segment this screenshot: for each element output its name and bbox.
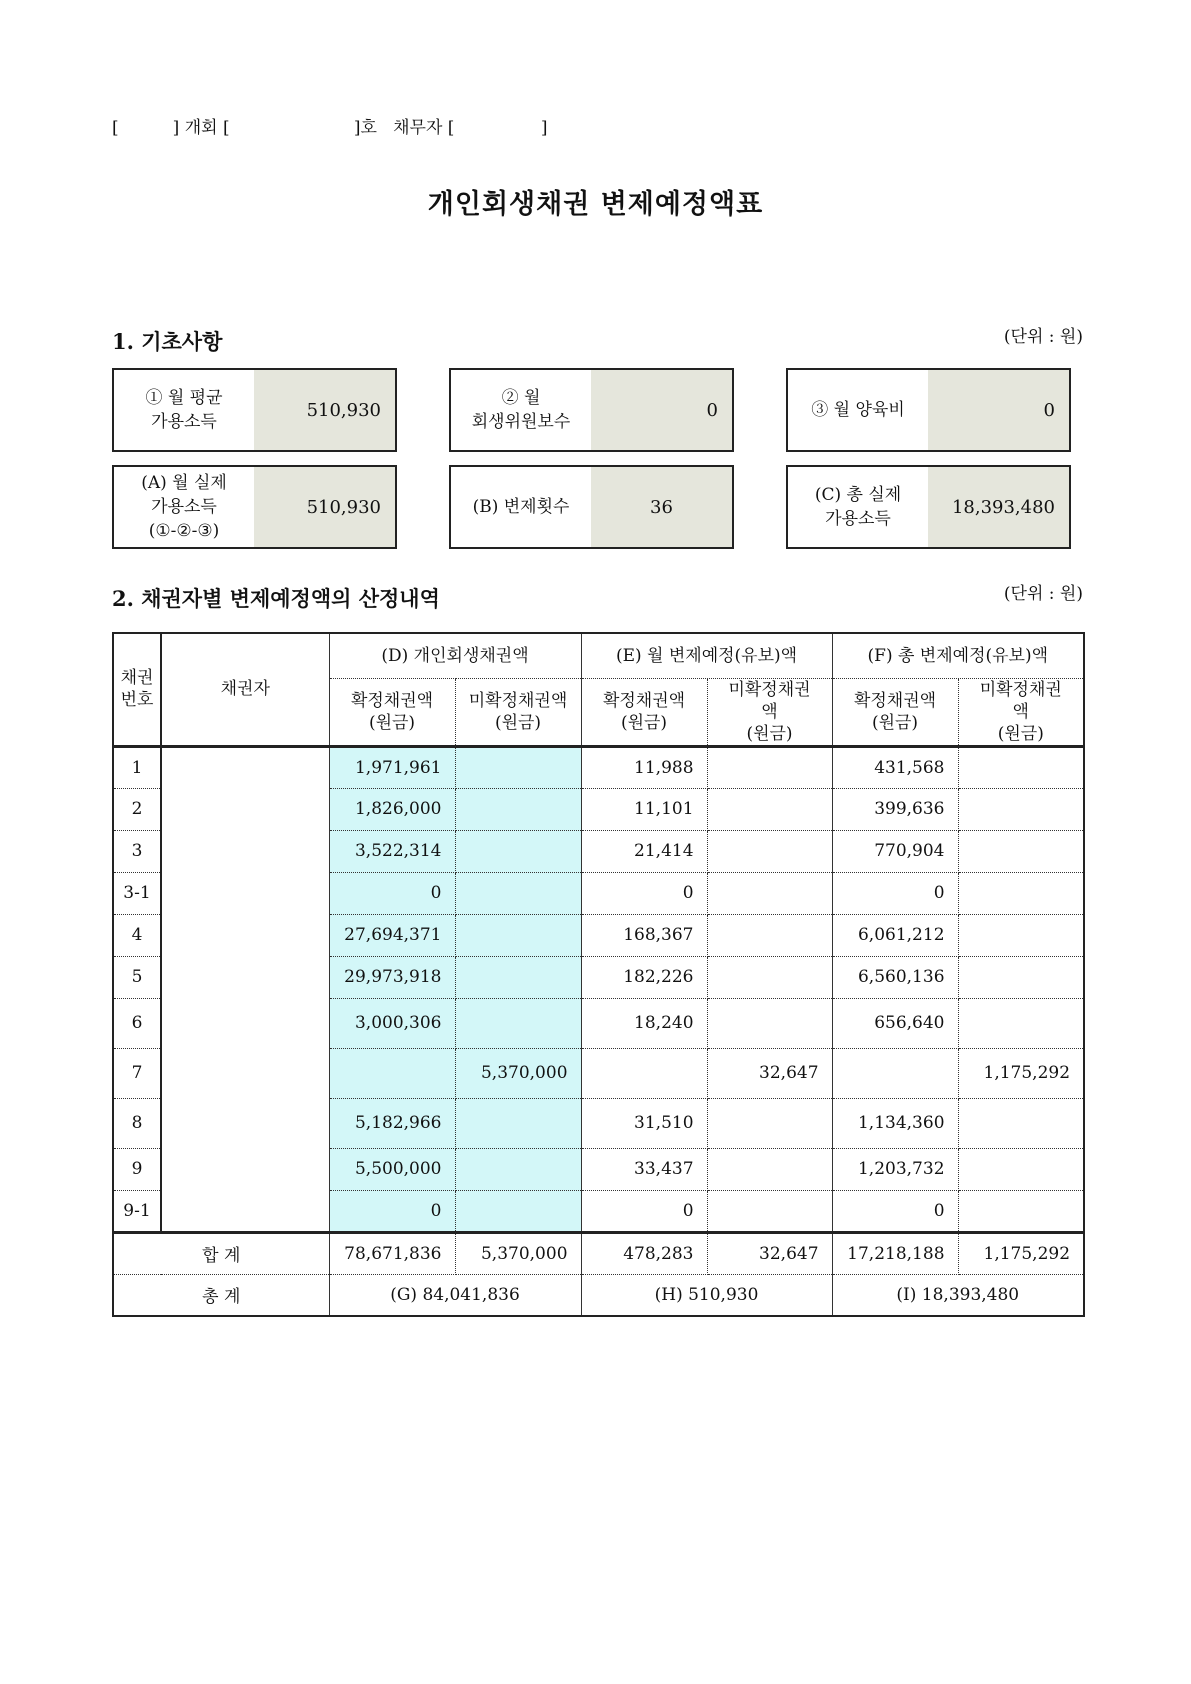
cell-d-unconfirmed [455,872,581,914]
cell-f-unconfirmed [958,1148,1084,1190]
box-value: 0 [928,370,1069,450]
total-label: 총 계 [113,1274,329,1316]
box-child-support [786,368,1071,452]
header-f-unconfirmed: 미확정채권액 (원금) [958,678,1084,746]
box-value: 0 [591,370,732,450]
total-h: (H) 510,930 [581,1274,832,1316]
cell-d-confirmed: 3,000,306 [329,998,455,1048]
box-monthly-avg-income [112,368,397,452]
cell-f-confirmed: 6,061,212 [832,914,958,956]
cell-e-confirmed: 31,510 [581,1098,707,1148]
cell-e-confirmed: 0 [581,872,707,914]
cell-f-confirmed: 1,203,732 [832,1148,958,1190]
cell-f-unconfirmed [958,830,1084,872]
header-e-confirmed: 확정채권액 (원금) [581,678,707,746]
header-no: 채권 번호 [113,633,161,746]
cell-f-confirmed: 1,134,360 [832,1098,958,1148]
cell-e-unconfirmed: 32,647 [707,1048,832,1098]
cell-f-confirmed: 399,636 [832,788,958,830]
cell-no: 4 [113,914,161,956]
section2-title: 2. 채권자별 변제예정액의 산정내역 [112,586,440,611]
cell-f-unconfirmed [958,788,1084,830]
section1-unit: (단위 : 원) [1003,327,1083,347]
box-value: 510,930 [254,370,395,450]
box-repayment-count [449,465,734,549]
box-value: 36 [591,467,732,547]
cell-e-unconfirmed [707,998,832,1048]
cell-d-unconfirmed [455,830,581,872]
header-d-confirmed: 확정채권액 (원금) [329,678,455,746]
cell-f-confirmed: 0 [832,1190,958,1232]
cell-d-confirmed [329,1048,455,1098]
table-row [113,746,1084,788]
cell-d-unconfirmed [455,956,581,998]
box-label: ③ 월 양육비 [811,400,905,420]
cell-e-unconfirmed [707,1098,832,1148]
cell-d-unconfirmed [455,1098,581,1148]
cell-e-confirmed [581,1048,707,1098]
cell-f-confirmed: 656,640 [832,998,958,1048]
total-g: (G) 84,041,836 [329,1274,581,1316]
cell-e-unconfirmed [707,830,832,872]
section1-title: 1. 기초사항 [112,329,223,354]
cell-d-unconfirmed [455,788,581,830]
cell-f-unconfirmed [958,872,1084,914]
cell-d-confirmed: 5,500,000 [329,1148,455,1190]
cell-f-unconfirmed: 1,175,292 [958,1048,1084,1098]
cell-f-confirmed: 431,568 [832,746,958,788]
box-label: ① 월 평균 가용소득 [145,388,223,432]
cell-d-confirmed: 1,971,961 [329,746,455,788]
cell-e-confirmed: 0 [581,1190,707,1232]
cell-e-unconfirmed [707,956,832,998]
cell-e-unconfirmed [707,746,832,788]
cell-f-unconfirmed [958,998,1084,1048]
sum-f-confirmed: 17,218,188 [832,1232,958,1274]
cell-f-unconfirmed [958,1190,1084,1232]
box-trustee-fee [449,368,734,452]
box-value: 18,393,480 [928,467,1069,547]
document-title: 개인회생채권 변제예정액표 [427,189,764,220]
sum-f-unconfirmed: 1,175,292 [958,1232,1084,1274]
cell-f-confirmed: 6,560,136 [832,956,958,998]
cell-no: 6 [113,998,161,1048]
header-d: (D) 개인회생채권액 [329,633,581,678]
cell-f-unconfirmed [958,956,1084,998]
cell-f-confirmed: 0 [832,872,958,914]
header-d-unconfirmed: 미확정채권액 (원금) [455,678,581,746]
cell-d-confirmed: 27,694,371 [329,914,455,956]
box-actual-monthly-income [112,465,397,549]
cell-e-confirmed: 182,226 [581,956,707,998]
cell-f-confirmed: 770,904 [832,830,958,872]
cell-d-confirmed: 3,522,314 [329,830,455,872]
cell-no: 1 [113,746,161,788]
header-creditor: 채권자 [161,633,329,746]
cell-no: 7 [113,1048,161,1098]
sum-row [113,1232,1084,1274]
cell-e-unconfirmed [707,872,832,914]
cell-f-unconfirmed [958,1098,1084,1148]
sum-e-confirmed: 478,283 [581,1232,707,1274]
cell-e-confirmed: 33,437 [581,1148,707,1190]
case-header-line: [ ] 개회 [ ]호 채무자 [ ] [112,118,548,138]
cell-e-confirmed: 11,101 [581,788,707,830]
box-label: ② 월 회생위원보수 [471,388,571,432]
cell-d-unconfirmed [455,746,581,788]
cell-f-unconfirmed [958,746,1084,788]
total-row [113,1274,1084,1316]
cell-f-unconfirmed [958,914,1084,956]
sum-d-confirmed: 78,671,836 [329,1232,455,1274]
header-f: (F) 총 변제예정(유보)액 [832,633,1084,678]
header-f-confirmed: 확정채권액 (원금) [832,678,958,746]
box-label: (C) 총 실제 가용소득 [814,485,902,529]
box-label: (A) 월 실제 가용소득 (①-②-③) [141,473,227,541]
cell-no: 9-1 [113,1190,161,1232]
box-value: 510,930 [254,467,395,547]
cell-no: 9 [113,1148,161,1190]
cell-d-confirmed: 29,973,918 [329,956,455,998]
cell-no: 5 [113,956,161,998]
cell-d-unconfirmed [455,1148,581,1190]
cell-d-unconfirmed [455,914,581,956]
cell-e-confirmed: 11,988 [581,746,707,788]
box-total-actual-income [786,465,1071,549]
cell-e-unconfirmed [707,788,832,830]
cell-no: 3-1 [113,872,161,914]
cell-e-confirmed: 168,367 [581,914,707,956]
section2-unit: (단위 : 원) [1003,584,1083,604]
cell-d-confirmed: 5,182,966 [329,1098,455,1148]
header-e: (E) 월 변제예정(유보)액 [581,633,832,678]
cell-d-confirmed: 0 [329,1190,455,1232]
cell-e-confirmed: 21,414 [581,830,707,872]
cell-no: 2 [113,788,161,830]
total-i: (I) 18,393,480 [832,1274,1084,1316]
cell-e-unconfirmed [707,1190,832,1232]
sum-d-unconfirmed: 5,370,000 [455,1232,581,1274]
sum-e-unconfirmed: 32,647 [707,1232,832,1274]
cell-d-confirmed: 0 [329,872,455,914]
sum-label: 합 계 [113,1232,329,1274]
cell-e-unconfirmed [707,1148,832,1190]
cell-d-unconfirmed [455,1190,581,1232]
cell-e-unconfirmed [707,914,832,956]
cell-no: 8 [113,1098,161,1148]
cell-d-unconfirmed [455,998,581,1048]
box-label: (B) 변제횟수 [472,497,570,517]
cell-f-confirmed [832,1048,958,1098]
cell-d-confirmed: 1,826,000 [329,788,455,830]
header-e-unconfirmed: 미확정채권액 (원금) [707,678,832,746]
cell-creditor [161,746,329,1232]
cell-no: 3 [113,830,161,872]
repayment-table [112,632,1085,1317]
cell-d-unconfirmed: 5,370,000 [455,1048,581,1098]
cell-e-confirmed: 18,240 [581,998,707,1048]
